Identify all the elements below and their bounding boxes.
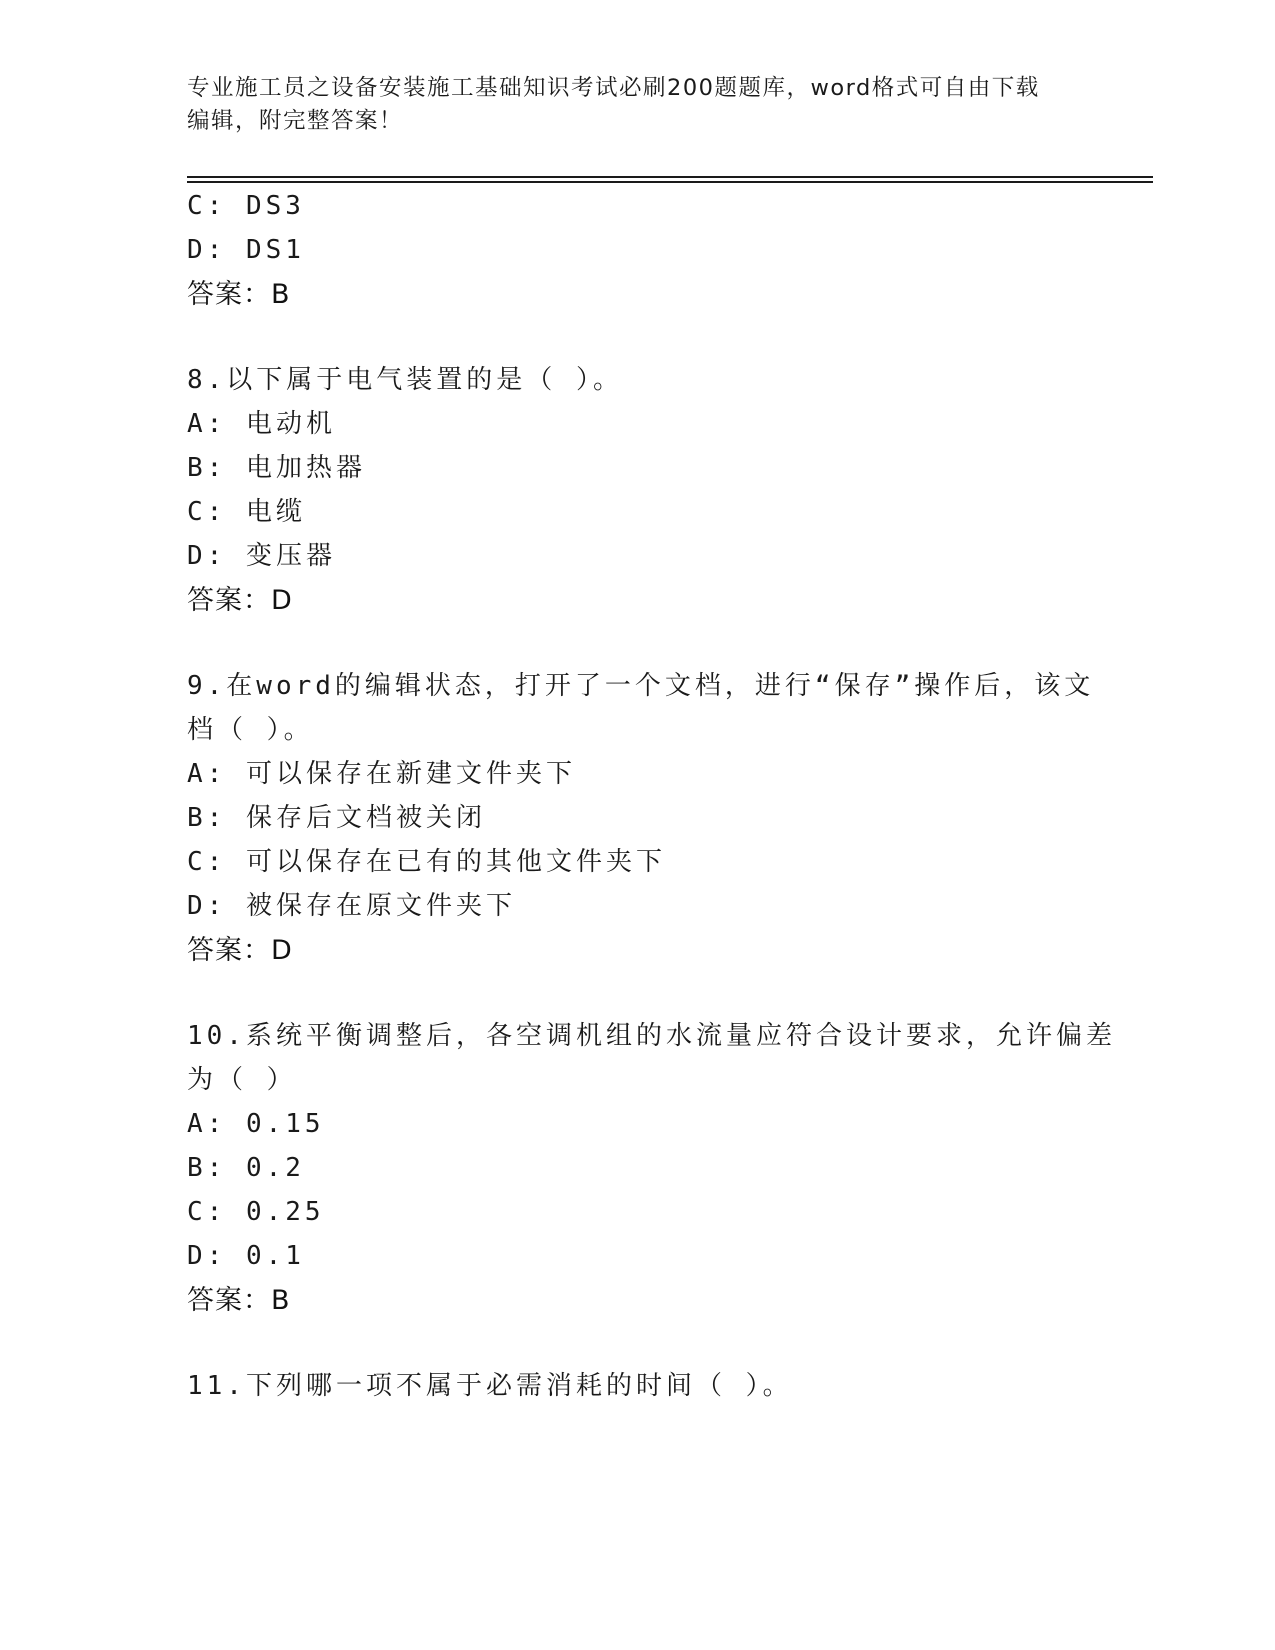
q10-option-d: D: 0.1 — [187, 1241, 305, 1271]
q7-answer: 答案：B — [187, 279, 291, 310]
q8-option-a: A: 电动机 — [187, 409, 336, 439]
header-title-line-1: 专业施工员之设备安装施工基础知识考试必刷200题题库，word格式可自由下载 — [187, 75, 1040, 101]
q8-option-c: C: 电缆 — [187, 497, 306, 527]
q8-option-d: D: 变压器 — [187, 541, 336, 571]
q8-answer: 答案：D — [187, 585, 293, 616]
q10-answer: 答案：B — [187, 1285, 291, 1316]
q8-option-b: B: 电加热器 — [187, 453, 366, 483]
q9-stem-line-2: 档（ ）。 — [187, 715, 314, 745]
q9-option-a: A: 可以保存在新建文件夹下 — [187, 759, 576, 789]
document-header — [187, 72, 1067, 138]
header-divider-bottom — [187, 181, 1153, 183]
q10-option-c: C: 0.25 — [187, 1197, 325, 1227]
q9-option-c: C: 可以保存在已有的其他文件夹下 — [187, 847, 666, 877]
q9-option-d: D: 被保存在原文件夹下 — [187, 891, 516, 921]
q9-answer: 答案：D — [187, 935, 293, 966]
q10-stem-line-2: 为（ ） — [187, 1065, 297, 1095]
header-title-line-2: 编辑，附完整答案！ — [187, 108, 404, 134]
header-divider-top — [187, 176, 1153, 178]
q7-option-d: D: DS1 — [187, 235, 305, 265]
q10-stem-line-1: 10.系统平衡调整后，各空调机组的水流量应符合设计要求，允许偏差 — [187, 1021, 1116, 1051]
q9-stem-line-1: 9.在word的编辑状态，打开了一个文档，进行“保存”操作后，该文 — [187, 671, 1095, 701]
q8-stem: 8.以下属于电气装置的是（ ）。 — [187, 365, 623, 395]
q10-option-a: A: 0.15 — [187, 1109, 325, 1139]
q10-option-b: B: 0.2 — [187, 1153, 305, 1183]
q11-stem: 11.下列哪一项不属于必需消耗的时间（ ）。 — [187, 1371, 793, 1401]
q9-option-b: B: 保存后文档被关闭 — [187, 803, 486, 833]
q7-option-c: C: DS3 — [187, 191, 305, 221]
